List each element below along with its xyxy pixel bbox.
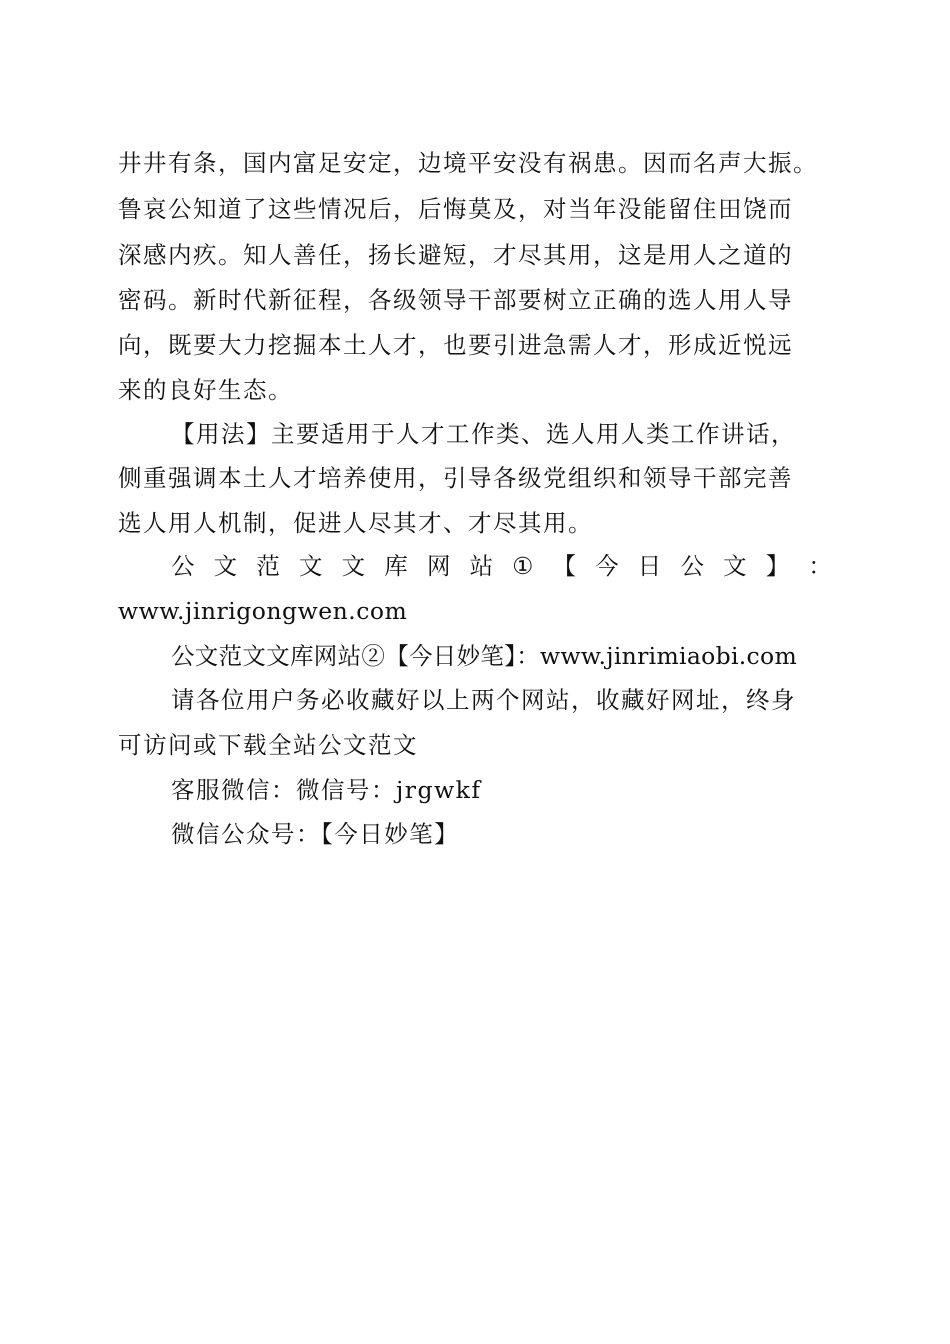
site1-title xyxy=(171,549,832,583)
notice-line-1: 请各位用户务必收藏好以上两个网站，收藏好网址，终身 xyxy=(171,686,796,714)
paragraph2-line-1: 【用法】主要适用于人才工作类、选人用人类工作讲话， xyxy=(171,420,796,448)
official-account: 微信公众号：【今日妙笔】 xyxy=(171,820,460,848)
service-wechat: 客服微信：微信号：jrgwkf xyxy=(171,776,482,804)
site1-char: 文 xyxy=(298,552,323,580)
site1-char: 】 xyxy=(765,552,790,580)
paragraph2-line-3: 选人用人机制，促进人尽其才、才尽其用。 xyxy=(118,509,593,537)
site1-char: 公 xyxy=(171,552,195,580)
site1-char: ① xyxy=(512,552,534,580)
paragraph1-line-3: 深感内疚。知人善任，扬长避短，才尽其用，这是用人之道的 xyxy=(118,241,793,269)
paragraph2-line-2: 侧重强调本土人才培养使用，引导各级党组织和领导干部完善 xyxy=(118,464,793,492)
paragraph1-line-4: 密码。新时代新征程，各级领导干部要树立正确的选人用人导 xyxy=(118,286,793,314)
site1-char: 文 xyxy=(723,552,747,580)
paragraph1-line-2: 鲁哀公知道了这些情况后，后悔莫及，对当年没能留住田饶而 xyxy=(118,195,793,223)
site1-url[interactable]: www.jinrigongwen.com xyxy=(118,597,408,625)
site1-char: 网 xyxy=(426,552,451,580)
paragraph1-line-1: 井井有条，国内富足安定，边境平安没有祸患。因而名声大振。 xyxy=(118,149,818,177)
site1-char: 文 xyxy=(341,552,366,580)
site1-char: 库 xyxy=(384,552,408,580)
paragraph1-line-5: 向，既要大力挖掘本土人才，也要引进急需人才，形成近悦远 xyxy=(118,331,793,359)
site1-char: 日 xyxy=(637,552,662,580)
notice-line-2: 可访问或下载全站公文范文 xyxy=(118,731,418,759)
site1-char: ： xyxy=(808,552,832,580)
site1-char: 今 xyxy=(595,552,619,580)
paragraph1-line-6: 来的良好生态。 xyxy=(118,376,293,404)
site1-char: 范 xyxy=(256,552,280,580)
site1-char: 文 xyxy=(213,552,238,580)
site1-char: 【 xyxy=(552,552,576,580)
site1-char: 站 xyxy=(469,552,494,580)
site2-line[interactable]: 公文范文文库网站②【今日妙笔】：www.jinrimiaobi.com xyxy=(171,642,798,670)
site1-char: 公 xyxy=(680,552,704,580)
